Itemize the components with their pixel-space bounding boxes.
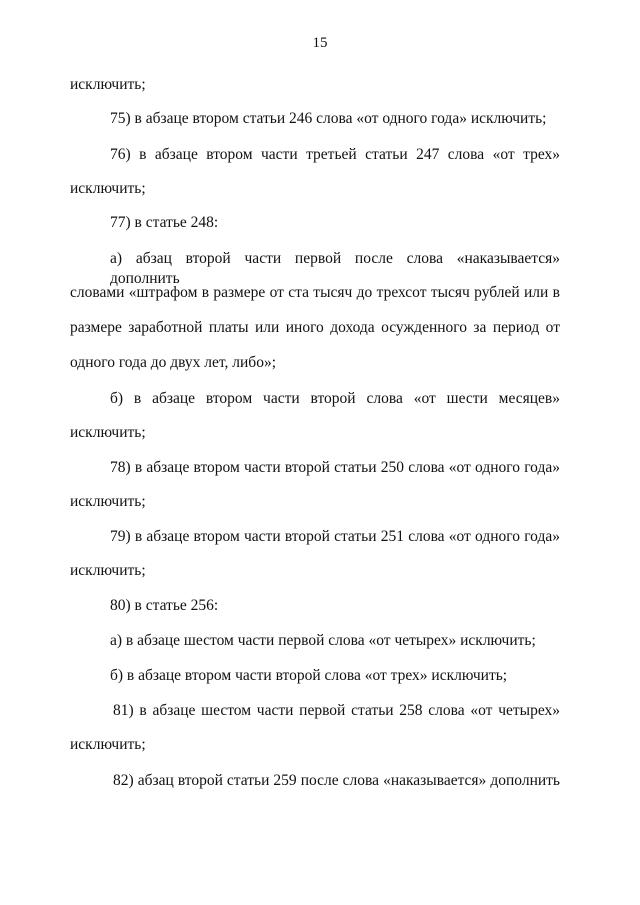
text-line-7: словами «штрафом в размере от ста тысяч до трехсот тысяч рублей или в: [70, 284, 560, 301]
text-line-13: исключить;: [70, 493, 146, 510]
text-line-2: 75) в абзаце втором статьи 246 слова «от одного года» исключить;: [110, 110, 547, 127]
text-line-4: исключить;: [70, 180, 146, 197]
text-line-21: 82) абзац второй статьи 259 после слова «наказывается» дополнить: [113, 772, 560, 789]
text-line-15: исключить;: [70, 562, 146, 579]
text-line-12: 78) в абзаце втором части второй статьи 250 слова «от одного года»: [110, 459, 560, 476]
text-line-20: исключить;: [70, 736, 146, 753]
text-line-1: исключить;: [70, 76, 146, 93]
text-line-16: 80) в статье 256:: [110, 597, 219, 614]
text-line-10: б) в абзаце втором части второй слова «от шести месяцев»: [110, 390, 560, 407]
page-number: 15: [312, 35, 328, 51]
text-line-11: исключить;: [70, 424, 146, 441]
text-line-8: размере заработной платы или иного дохода осужденного за период от: [70, 319, 560, 336]
text-line-18: б) в абзаце втором части второй слова «от трех» исключить;: [110, 667, 508, 684]
text-line-3: 76) в абзаце втором части третьей статьи 247 слова «от трех»: [110, 146, 560, 163]
text-line-5: 77) в статье 248:: [110, 214, 219, 231]
text-line-17: а) в абзаце шестом части первой слова «от четырех» исключить;: [110, 632, 536, 649]
text-line-19: 81) в абзаце шестом части первой статьи 258 слова «от четырех»: [113, 702, 560, 719]
text-line-14: 79) в абзаце втором части второй статьи 251 слова «от одного года»: [110, 528, 560, 545]
text-line-9: одного года до двух лет, либо»;: [70, 354, 277, 371]
text-line-6: а) абзац второй части первой после слова «наказывается» дополнить: [110, 250, 560, 287]
